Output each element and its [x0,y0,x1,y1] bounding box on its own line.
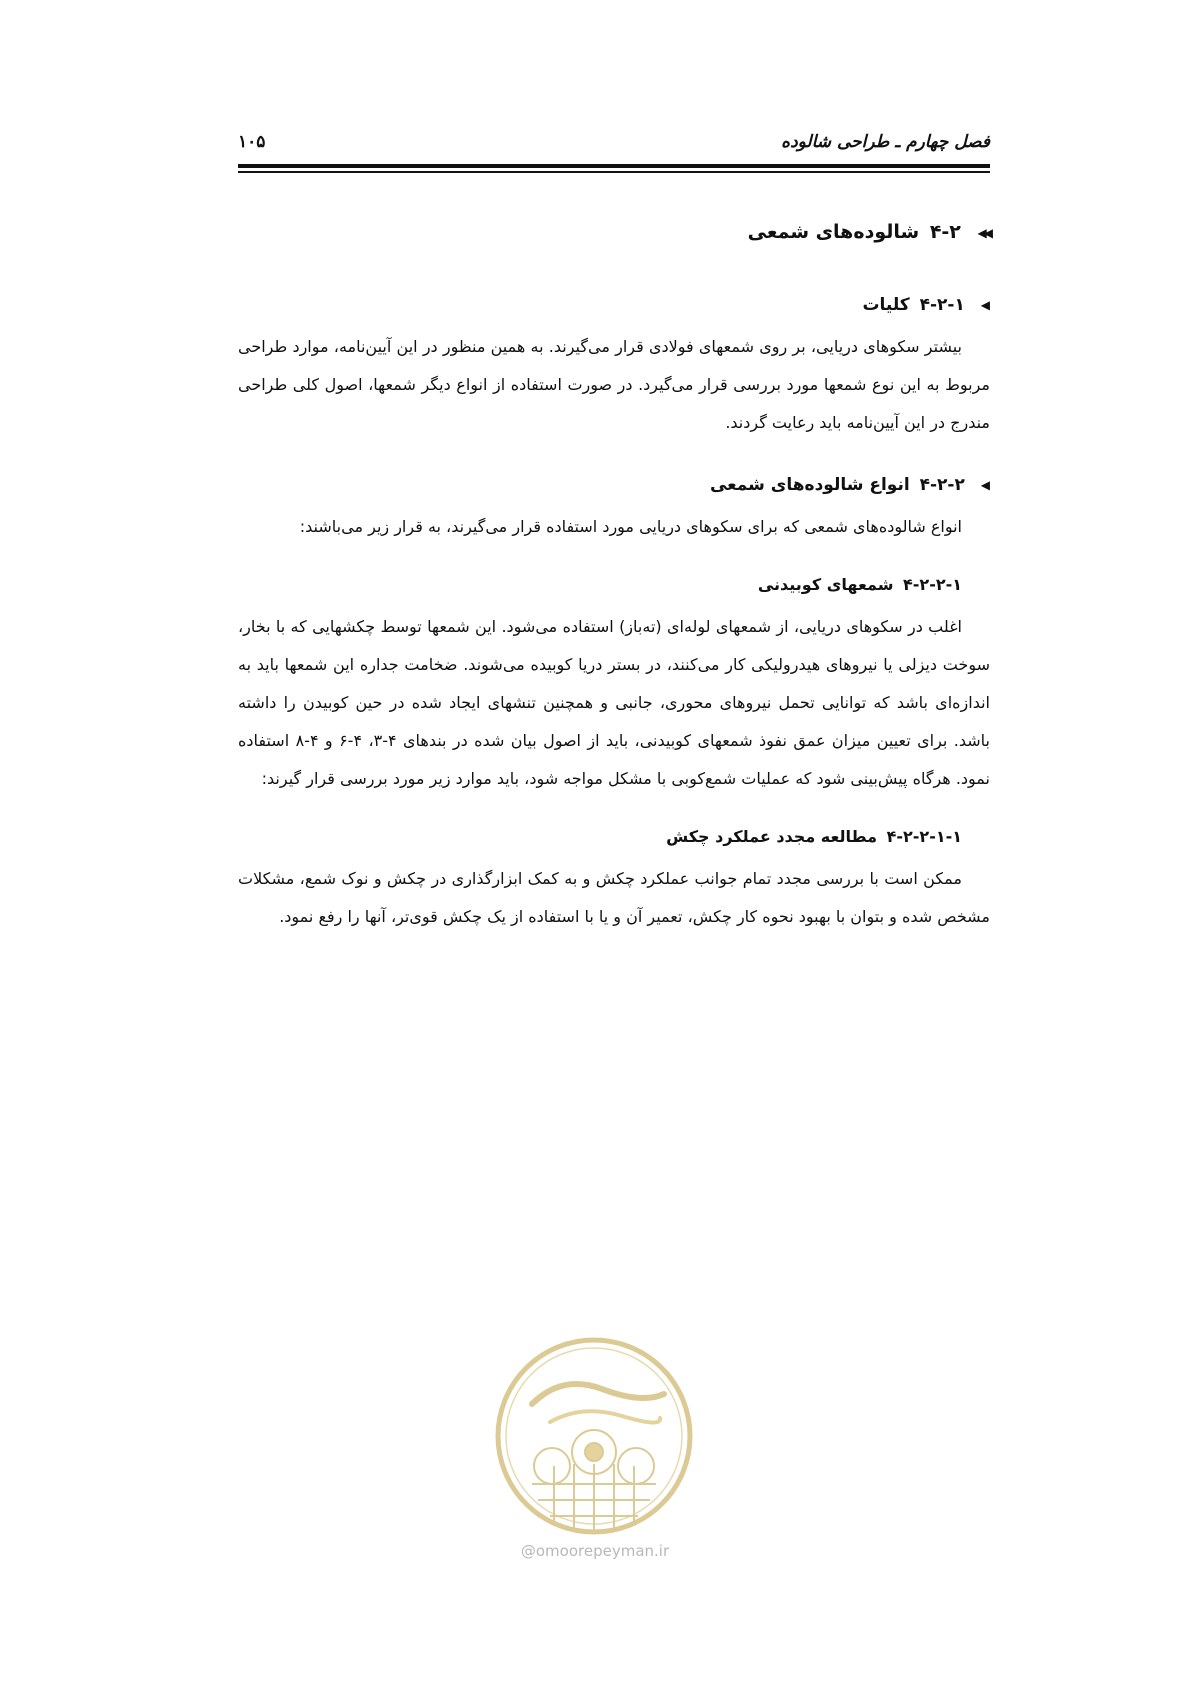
paragraph-driven-piles: اغلب در سکوهای دریایی، از شمعهای لوله‌ای (ته‌باز) استفاده می‌شود. این شمعها توسط چکشهایی که با بخار، سوخت دیزلی یا نیروهای هیدرولیکی کار می‌کنند، در بستر دریا کوبیده می‌شوند. ضخامت جداره این شمعها باید به اندازه‌ای باشد که توانایی تحمل نیروهای محوری، جانبی و همچنین تنشهای ایجاد شده در حین کوبیدن را داشته باشد. برای تعیین میزان عمق نفوذ شمعهای کوبیدنی، باید از اصول بیان شده در بندهای ۴-۳، ۴-۶ و ۴-۸ استفاده نمود. هرگاه پیش‌بینی شود که عملیات شمع‌کوبی با مشکل مواجه شود، باید موارد زیر مورد بررسی قرار گیرند: [238,617,991,788]
subsection-number: ۴-۲-۲ [919,475,965,495]
paragraph-heading-hammer-review [238,820,990,854]
subsubsection-title: شمعهای کوبیدنی [757,575,894,594]
subsection-title: کلیات [862,295,910,315]
watermark-url: @omoorepeyman.ir [520,1542,670,1560]
body-content [238,210,990,936]
logo-script-stroke [550,1411,660,1422]
subsection-heading-general [238,288,990,322]
chapter-title: فصل چهارم ـ طراحی شالوده [781,132,990,152]
arrow-marker-icon: ◀ [980,298,990,312]
logo-script-stroke [532,1384,664,1404]
section-heading [238,210,990,254]
paragraph-pile-types: انواع شالوده‌های شمعی که برای سکوهای دریایی مورد استفاده قرار می‌گیرند، به قرار زیر می‌باشند: [299,517,962,536]
subsection-heading-pile-types [238,468,990,502]
paragraph-heading-number: ۴-۲-۲-۱-۱ [886,827,962,846]
subsection-title: انواع شالوده‌های شمعی [709,475,910,495]
section-title: شالوده‌های شمعی [747,221,920,243]
header-rule-thin [238,171,990,173]
subsubsection-number: ۴-۲-۲-۱ [903,575,962,594]
arrow-marker-icon: ◀ [980,478,990,492]
paragraph-general: بیشتر سکوهای دریایی، بر روی شمعهای فولادی قرار می‌گیرند. به همین منظور در این آیین‌نامه، موارد طراحی مربوط به این نوع شمعها مورد بررسی قرار می‌گیرد. در صورت استفاده از انواع دیگر شمعها، اصول کلی طراحی مندرج در این آیین‌نامه باید رعایت گردند. [238,337,990,432]
header-rule-thick [238,164,990,168]
subsection-number: ۴-۲-۱ [919,295,965,315]
section-number: ۴-۲ [929,221,961,243]
subsubsection-heading-driven-piles [238,568,990,602]
paragraph-heading-title: مطالعه مجدد عملکرد چکش [666,827,878,846]
running-header [238,128,990,156]
page-number: ۱۰۵ [238,132,266,152]
double-arrow-marker-icon: ◀◀ [977,225,990,240]
watermark-logo [492,1334,696,1538]
paragraph-hammer-review: ممکن است با بررسی مجدد تمام جوانب عملکرد چکش و به کمک ابزارگذاری در چکش و نوک شمع، مشکلات مشخص شده و بتوان با بهبود نحوه کار چکش، تعمیر آن و یا با استفاده از یک چکش قوی‌تر، آنها را رفع نمود. [238,869,990,926]
